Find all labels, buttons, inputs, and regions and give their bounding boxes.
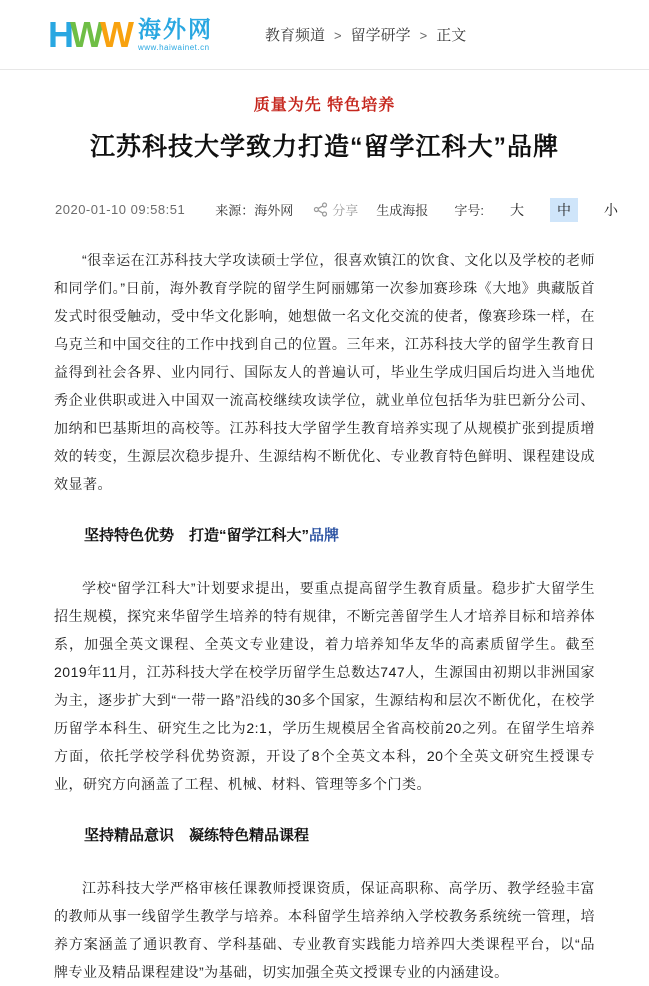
source-label: 来源： xyxy=(215,203,255,218)
breadcrumb-item-channel[interactable]: 教育频道 xyxy=(264,27,325,44)
logo-letter-w1: W xyxy=(70,13,100,55)
breadcrumb xyxy=(265,24,466,45)
article-source xyxy=(215,200,293,219)
share-icon xyxy=(313,202,328,217)
article-paragraph-1: “很幸运在江苏科技大学攻读硕士学位，很喜欢镇江的饮食、文化以及学校的老师和同学们。”日前，海外教育学院的留学生阿丽娜第一次参加赛珍珠《大地》典藏版首发式时很受触动，受中华文化影响，她想做一名文化交流的使者，像赛珍珠一样，在乌克兰和中国交往的工作中找到自己的位置。三年来，江苏科技大学的留学生教育日益得到社会各界、业内同行、国际友人的普遍认可，毕业生学成归国后均进入当地优秀企业供职或进入中国双一流高校继续攻读学位，就业单位包括华为驻巴新分公司、加纳和巴基斯坦的高校等。江苏科技大学留学生教育培养实现了从规模扩张到提质增效的转变，生源层次稳步提升、生源结构不断优化、专业教育特色鲜明、课程建设成效显著。 xyxy=(54,251,595,492)
source-link[interactable]: 海外网 xyxy=(254,203,294,218)
fontsize-label: 字号: xyxy=(454,203,484,218)
site-url: www.haiwainet.cn xyxy=(137,42,210,52)
subhead-1 xyxy=(54,522,595,550)
logo-text xyxy=(138,17,213,51)
publish-datetime: 2020-01-10 09:58:51 xyxy=(55,202,186,217)
article-kicker: 质量为先 特色培养 xyxy=(253,97,396,114)
logo-letter-h: H xyxy=(48,13,70,55)
site-header xyxy=(0,0,649,70)
article-main xyxy=(0,92,649,986)
fontsize-option-medium[interactable]: 中 xyxy=(550,198,578,222)
generate-poster-button[interactable]: 生成海报 xyxy=(376,203,429,218)
article-paragraph-2: 学校“留学江科大”计划要求提出，要重点提高留学生教育质量。稳步扩大留学生招生规模，探究来华留学生培养的特有规律，不断完善留学生人才培养目标和培养体系，加强全英文课程、全英文专业建设，着力培养知华友华的高素质留学生。截至2019年11月，江苏科技大学在校学历留学生总数达747人，生源国由初期以非洲国家为主，逐步扩大到“一带一路”沿线的30多个国家，生源结构和层次不断优化，在校学历留学本科生、研究生之比为2:1，学历生规模居全省高校前20之列。在留学生培养方面，依托学校学科优势资源，开设了8个全英文本科，20个全英文研究生授课专业，研究方向涵盖了工程、机械、材料、管理等多个门类。 xyxy=(54,579,595,792)
site-name: 海外网 xyxy=(137,16,213,43)
subhead-2 xyxy=(54,822,595,850)
fontsize-option-large[interactable]: 大 xyxy=(510,201,524,218)
article-paragraph-3: 江苏科技大学严格审核任课教师授课资质，保证高职称、高学历、教学经验丰富的教师从事一线留学生教学与培养。本科留学生培养纳入学校教务系统统一管理，培养方案涵盖了通识教育、学科基础、专业教育实践能力培养四大类课程平台，以“品牌专业及精品课程建设”为基础，切实加强全英文授课专业的内涵建设。 xyxy=(54,879,595,980)
article-title: 江苏科技大学致力打造“留学江科大”品牌 xyxy=(89,133,559,161)
logo-hww-icon xyxy=(48,13,130,55)
article-body xyxy=(0,246,649,986)
subhead-1-brand-link[interactable]: 品牌 xyxy=(309,526,340,544)
fontsize-option-small[interactable]: 小 xyxy=(604,201,618,218)
subhead-1-text: 坚持特色优势 打造“留学江科大” xyxy=(84,526,310,544)
logo-letter-w2: W xyxy=(99,13,130,55)
site-logo[interactable] xyxy=(48,13,213,55)
breadcrumb-separator-icon: > xyxy=(333,28,342,43)
subhead-2-text: 坚持精品意识 凝练特色精品课程 xyxy=(84,826,310,844)
breadcrumb-separator-icon: > xyxy=(419,28,428,43)
article-meta-bar xyxy=(0,198,649,222)
fontsize-control xyxy=(454,198,625,222)
share-label: 分享 xyxy=(332,203,359,218)
breadcrumb-item-current: 正文 xyxy=(436,27,467,44)
share-button[interactable] xyxy=(313,200,358,219)
breadcrumb-item-section[interactable]: 留学研学 xyxy=(350,27,411,44)
